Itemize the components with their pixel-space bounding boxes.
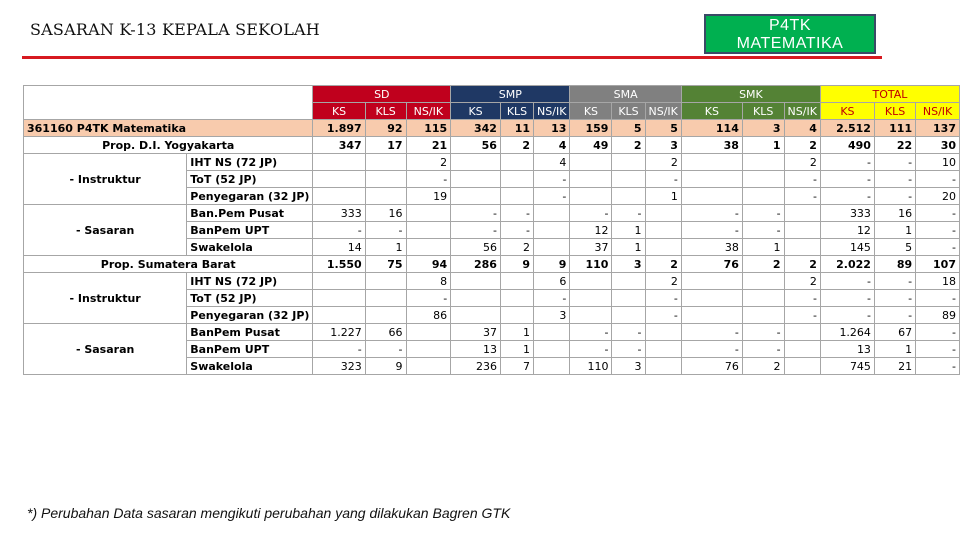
table-cell: - xyxy=(820,290,874,307)
table-cell xyxy=(570,171,612,188)
table-cell: 1 xyxy=(612,239,645,256)
table-cell: - xyxy=(916,290,960,307)
table-cell xyxy=(500,307,533,324)
page-title: SASARAN K-13 KEPALA SEKOLAH xyxy=(30,20,320,39)
table-cell: - xyxy=(784,307,820,324)
table-cell xyxy=(645,324,681,341)
table-cell: 286 xyxy=(451,256,501,273)
table-cell xyxy=(451,171,501,188)
subheader-sd-ks: KS xyxy=(313,103,365,120)
table-cell xyxy=(365,154,406,171)
table-cell: - xyxy=(784,290,820,307)
table-cell: 1 xyxy=(874,222,915,239)
table-cell: 3 xyxy=(534,307,570,324)
table-cell: - xyxy=(681,324,742,341)
table-cell xyxy=(645,239,681,256)
table-cell: - xyxy=(784,171,820,188)
table-cell: 11 xyxy=(500,120,533,137)
table-cell xyxy=(784,205,820,222)
table-cell: - xyxy=(534,188,570,205)
table-cell: - xyxy=(916,171,960,188)
badge-line-2: MATEMATIKA xyxy=(736,35,844,52)
group-header-smp: SMP xyxy=(451,86,570,103)
table-cell xyxy=(681,188,742,205)
table-cell: - xyxy=(645,307,681,324)
table-cell xyxy=(645,358,681,375)
table-cell: 1.264 xyxy=(820,324,874,341)
table-cell: - xyxy=(313,222,365,239)
table-cell xyxy=(451,307,501,324)
table-cell: - xyxy=(365,222,406,239)
table-cell xyxy=(406,358,451,375)
row-label: Ban.Pem Pusat xyxy=(187,205,313,222)
table-cell: 114 xyxy=(681,120,742,137)
table-cell xyxy=(500,290,533,307)
province-name: Prop. Sumatera Barat xyxy=(24,256,313,273)
table-cell: - xyxy=(406,290,451,307)
table-cell: - xyxy=(820,273,874,290)
table-cell: 1 xyxy=(645,188,681,205)
table-cell: - xyxy=(742,222,784,239)
subheader-total-ks: KS xyxy=(820,103,874,120)
table-cell: 8 xyxy=(406,273,451,290)
table-cell xyxy=(784,324,820,341)
table-cell: - xyxy=(313,341,365,358)
table-cell: 2 xyxy=(406,154,451,171)
table-cell: 1 xyxy=(874,341,915,358)
table-cell: - xyxy=(681,222,742,239)
p4tk-badge xyxy=(704,14,876,54)
table-cell xyxy=(406,222,451,239)
table-row xyxy=(24,205,960,222)
table-cell: - xyxy=(820,188,874,205)
table-cell xyxy=(365,273,406,290)
table-cell xyxy=(742,307,784,324)
table-cell: 14 xyxy=(313,239,365,256)
subheader-sd-kls: KLS xyxy=(365,103,406,120)
table-cell: 5 xyxy=(645,120,681,137)
table-cell xyxy=(570,290,612,307)
table-cell xyxy=(742,154,784,171)
table-cell: - xyxy=(500,205,533,222)
table-cell xyxy=(451,154,501,171)
table-cell: 2.022 xyxy=(820,256,874,273)
table-cell: 19 xyxy=(406,188,451,205)
table-cell xyxy=(534,358,570,375)
group-header-total: TOTAL xyxy=(820,86,959,103)
table-cell: 1 xyxy=(742,137,784,154)
section-label: - Instruktur xyxy=(24,154,187,205)
table-cell: - xyxy=(874,290,915,307)
table-row-main xyxy=(24,120,960,137)
table-cell: 1.897 xyxy=(313,120,365,137)
subheader-sd-ns-ik: NS/IK xyxy=(406,103,451,120)
table-cell: - xyxy=(874,171,915,188)
table-cell xyxy=(534,341,570,358)
table-cell: 92 xyxy=(365,120,406,137)
table-cell: 13 xyxy=(534,120,570,137)
row-label: ToT (52 JP) xyxy=(187,171,313,188)
table-cell: 67 xyxy=(874,324,915,341)
row-label: Swakelola xyxy=(187,358,313,375)
table-cell: 20 xyxy=(916,188,960,205)
table-cell xyxy=(365,307,406,324)
table-cell: 1 xyxy=(742,239,784,256)
table-cell: - xyxy=(645,290,681,307)
table-cell xyxy=(612,171,645,188)
table-cell: 9 xyxy=(534,256,570,273)
table-cell: 56 xyxy=(451,137,501,154)
table-cell: 4 xyxy=(534,137,570,154)
table-cell: 9 xyxy=(365,358,406,375)
table-cell: 2 xyxy=(742,358,784,375)
table-cell: 56 xyxy=(451,239,501,256)
table-cell: 342 xyxy=(451,120,501,137)
table-cell xyxy=(406,239,451,256)
table-cell xyxy=(534,222,570,239)
subheader-smk-ks: KS xyxy=(681,103,742,120)
table-cell xyxy=(500,188,533,205)
table-cell: 17 xyxy=(365,137,406,154)
table-row-province xyxy=(24,256,960,273)
table-row xyxy=(24,273,960,290)
table-cell: 745 xyxy=(820,358,874,375)
table-cell xyxy=(612,154,645,171)
main-row-label: 361160 P4TK Matematika xyxy=(24,120,313,137)
section-label: - Instruktur xyxy=(24,273,187,324)
subheader-sma-ns-ik: NS/IK xyxy=(645,103,681,120)
table-cell xyxy=(313,154,365,171)
table-cell: 2 xyxy=(500,137,533,154)
table-cell xyxy=(365,188,406,205)
table-cell: - xyxy=(534,290,570,307)
province-name: Prop. D.I. Yogyakarta xyxy=(24,137,313,154)
table-cell xyxy=(500,154,533,171)
table-cell: 1 xyxy=(500,324,533,341)
table-cell: 38 xyxy=(681,137,742,154)
table-cell: 2 xyxy=(645,273,681,290)
row-label: BanPem UPT xyxy=(187,341,313,358)
table-cell: 1.227 xyxy=(313,324,365,341)
subheader-smp-kls: KLS xyxy=(500,103,533,120)
table-cell xyxy=(681,290,742,307)
table-cell: - xyxy=(916,239,960,256)
table-row-province xyxy=(24,137,960,154)
badge-line-1: P4TK xyxy=(768,17,811,34)
table-cell xyxy=(681,171,742,188)
row-label: Swakelola xyxy=(187,239,313,256)
table-cell xyxy=(645,205,681,222)
row-label: ToT (52 JP) xyxy=(187,290,313,307)
subheader-smk-kls: KLS xyxy=(742,103,784,120)
group-header-sd: SD xyxy=(313,86,451,103)
table-cell xyxy=(534,324,570,341)
table-cell: - xyxy=(820,171,874,188)
table-cell xyxy=(534,239,570,256)
table-cell: 2 xyxy=(784,154,820,171)
table-cell: - xyxy=(451,222,501,239)
table-cell xyxy=(784,222,820,239)
table-cell: - xyxy=(916,341,960,358)
table-cell xyxy=(313,307,365,324)
table-cell: 2 xyxy=(612,137,645,154)
table-cell xyxy=(313,290,365,307)
table-cell: 3 xyxy=(645,137,681,154)
row-label: BanPem Pusat xyxy=(187,324,313,341)
table-cell: - xyxy=(570,324,612,341)
table-cell: 12 xyxy=(820,222,874,239)
header-blank xyxy=(24,86,313,120)
table-cell: 86 xyxy=(406,307,451,324)
table-cell xyxy=(742,171,784,188)
table-cell: 2.512 xyxy=(820,120,874,137)
table-row xyxy=(24,324,960,341)
table-cell: - xyxy=(570,341,612,358)
table-cell: 2 xyxy=(645,256,681,273)
table-cell: 3 xyxy=(612,256,645,273)
section-label: - Sasaran xyxy=(24,205,187,256)
table-cell: 145 xyxy=(820,239,874,256)
table-cell: - xyxy=(916,205,960,222)
table-cell: - xyxy=(570,205,612,222)
subheader-total-kls: KLS xyxy=(874,103,915,120)
table-cell xyxy=(451,290,501,307)
table-cell: - xyxy=(612,324,645,341)
table-cell: - xyxy=(916,358,960,375)
table-cell xyxy=(365,171,406,188)
subheader-smp-ns-ik: NS/IK xyxy=(534,103,570,120)
table-cell xyxy=(742,188,784,205)
table-cell: 3 xyxy=(612,358,645,375)
table-cell: 16 xyxy=(874,205,915,222)
table-cell xyxy=(500,273,533,290)
table-cell: - xyxy=(645,171,681,188)
table-cell: 66 xyxy=(365,324,406,341)
table-cell: 9 xyxy=(500,256,533,273)
table-cell xyxy=(645,341,681,358)
table-cell: 7 xyxy=(500,358,533,375)
table-cell: 49 xyxy=(570,137,612,154)
table-cell: 75 xyxy=(365,256,406,273)
table-cell: 323 xyxy=(313,358,365,375)
table-cell xyxy=(406,205,451,222)
table-row xyxy=(24,154,960,171)
table-cell xyxy=(784,341,820,358)
table-cell: - xyxy=(681,341,742,358)
table-cell xyxy=(570,188,612,205)
table-cell: 4 xyxy=(784,120,820,137)
table-cell: - xyxy=(406,171,451,188)
table-cell: - xyxy=(365,341,406,358)
table-cell xyxy=(313,171,365,188)
table-cell xyxy=(570,307,612,324)
footnote: *) Perubahan Data sasaran mengikuti perubahan yang dilakukan Bagren GTK xyxy=(27,505,511,521)
table-cell: - xyxy=(916,222,960,239)
table-cell xyxy=(784,239,820,256)
table-cell: 13 xyxy=(820,341,874,358)
table-cell: - xyxy=(916,324,960,341)
subheader-smk-ns-ik: NS/IK xyxy=(784,103,820,120)
table-cell: - xyxy=(874,307,915,324)
table-cell: 107 xyxy=(916,256,960,273)
subheader-smp-ks: KS xyxy=(451,103,501,120)
table-cell: - xyxy=(742,205,784,222)
group-header-smk: SMK xyxy=(681,86,820,103)
table-cell xyxy=(612,307,645,324)
table-cell: 21 xyxy=(406,137,451,154)
subheader-sma-ks: KS xyxy=(570,103,612,120)
table-cell xyxy=(612,188,645,205)
table-cell: 22 xyxy=(874,137,915,154)
table-cell: - xyxy=(874,273,915,290)
row-label: Penyegaran (32 JP) xyxy=(187,188,313,205)
table-cell: 2 xyxy=(784,137,820,154)
table-cell xyxy=(451,188,501,205)
table-cell: 2 xyxy=(784,273,820,290)
row-label: IHT NS (72 JP) xyxy=(187,273,313,290)
table-cell: 2 xyxy=(500,239,533,256)
table-cell: 110 xyxy=(570,358,612,375)
table-cell: - xyxy=(820,307,874,324)
subheader-total-ns-ik: NS/IK xyxy=(916,103,960,120)
table-cell: 37 xyxy=(451,324,501,341)
table-cell xyxy=(500,171,533,188)
table-cell xyxy=(365,290,406,307)
table-cell xyxy=(612,273,645,290)
table-cell xyxy=(313,188,365,205)
table-cell: 115 xyxy=(406,120,451,137)
title-underline xyxy=(22,56,882,59)
table-cell: 89 xyxy=(874,256,915,273)
table-cell: 76 xyxy=(681,256,742,273)
table-cell: 12 xyxy=(570,222,612,239)
table-cell xyxy=(313,273,365,290)
table-cell: - xyxy=(874,188,915,205)
table-cell: - xyxy=(820,154,874,171)
table-cell: 2 xyxy=(645,154,681,171)
table-cell xyxy=(612,290,645,307)
table-cell xyxy=(534,205,570,222)
table-cell xyxy=(645,222,681,239)
table-cell: 16 xyxy=(365,205,406,222)
table-cell: - xyxy=(784,188,820,205)
target-table xyxy=(23,85,960,375)
table-cell: 18 xyxy=(916,273,960,290)
table-cell: 2 xyxy=(784,256,820,273)
table-cell: 1 xyxy=(365,239,406,256)
table-cell: 76 xyxy=(681,358,742,375)
table-cell xyxy=(570,273,612,290)
table-cell: 236 xyxy=(451,358,501,375)
table-cell: - xyxy=(742,341,784,358)
table-cell: 347 xyxy=(313,137,365,154)
group-header-sma: SMA xyxy=(570,86,681,103)
subheader-sma-kls: KLS xyxy=(612,103,645,120)
table-cell: 3 xyxy=(742,120,784,137)
table-cell: 13 xyxy=(451,341,501,358)
table-cell: - xyxy=(534,171,570,188)
table-cell xyxy=(784,358,820,375)
table-cell: - xyxy=(500,222,533,239)
table-cell xyxy=(681,273,742,290)
table-cell: - xyxy=(681,205,742,222)
table-cell: 1 xyxy=(500,341,533,358)
table-cell: 37 xyxy=(570,239,612,256)
table-cell: 137 xyxy=(916,120,960,137)
row-label: BanPem UPT xyxy=(187,222,313,239)
table-cell: 38 xyxy=(681,239,742,256)
table-cell: 30 xyxy=(916,137,960,154)
table-cell: 89 xyxy=(916,307,960,324)
table-cell: 4 xyxy=(534,154,570,171)
table-cell: 1.550 xyxy=(313,256,365,273)
table-cell: - xyxy=(612,341,645,358)
header-row-groups xyxy=(24,86,960,103)
table-cell: 6 xyxy=(534,273,570,290)
table-cell: - xyxy=(874,154,915,171)
table-cell: 333 xyxy=(820,205,874,222)
table-cell: 110 xyxy=(570,256,612,273)
table-cell: - xyxy=(612,205,645,222)
table-cell: 21 xyxy=(874,358,915,375)
table-cell: 111 xyxy=(874,120,915,137)
row-label: IHT NS (72 JP) xyxy=(187,154,313,171)
table-cell xyxy=(681,154,742,171)
table-cell: 2 xyxy=(742,256,784,273)
table-cell: 159 xyxy=(570,120,612,137)
table-cell: 5 xyxy=(612,120,645,137)
table-cell xyxy=(451,273,501,290)
table-cell xyxy=(570,154,612,171)
table-cell: - xyxy=(742,324,784,341)
table-cell: 5 xyxy=(874,239,915,256)
table-cell: 333 xyxy=(313,205,365,222)
section-label: - Sasaran xyxy=(24,324,187,375)
table-cell xyxy=(406,341,451,358)
table-cell: 1 xyxy=(612,222,645,239)
table-cell: 490 xyxy=(820,137,874,154)
table-cell: 94 xyxy=(406,256,451,273)
table-cell xyxy=(681,307,742,324)
table-cell: 10 xyxy=(916,154,960,171)
table-cell xyxy=(406,324,451,341)
table-cell xyxy=(742,273,784,290)
table-cell xyxy=(742,290,784,307)
table-cell: - xyxy=(451,205,501,222)
row-label: Penyegaran (32 JP) xyxy=(187,307,313,324)
